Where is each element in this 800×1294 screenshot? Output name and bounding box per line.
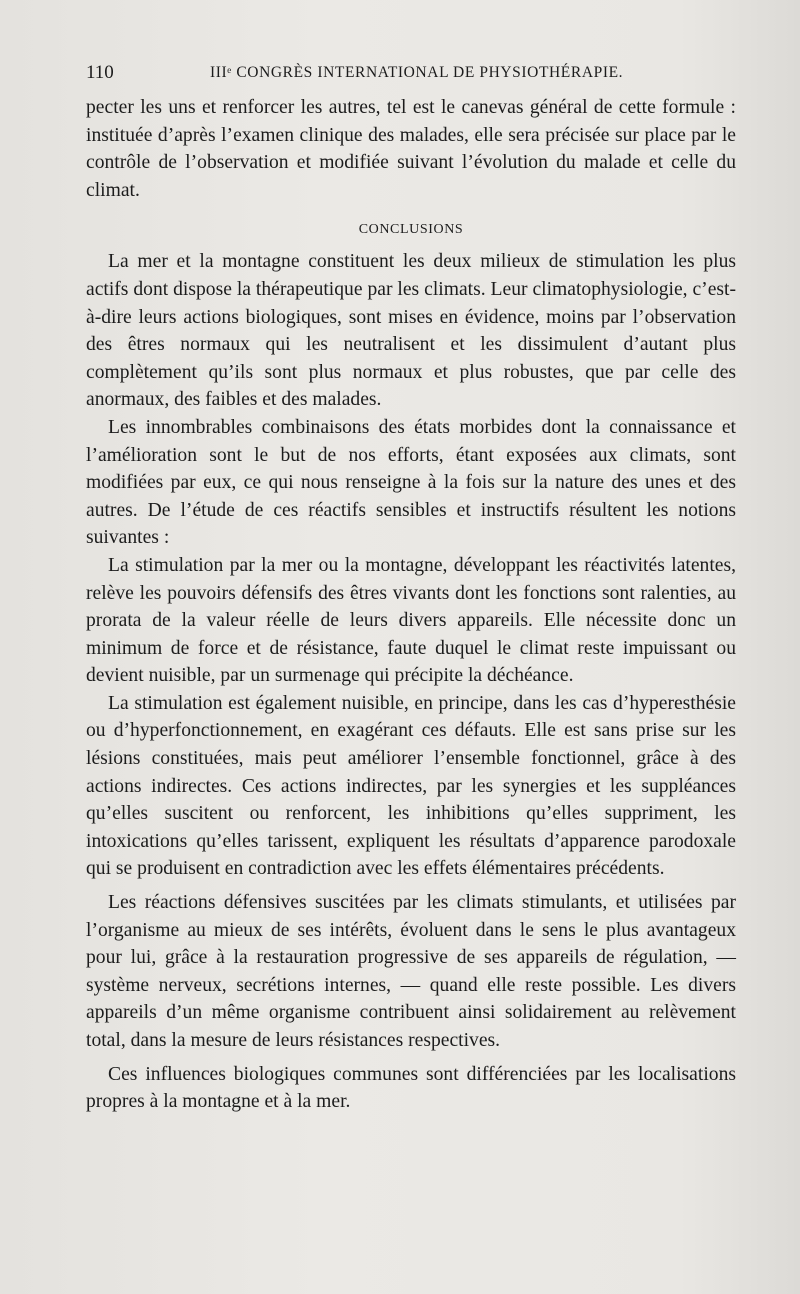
- paragraph: La stimulation par la mer ou la montagne, développant les réactivités latentes, relève les pouvoirs défensifs des êtres vivants dont les fonctions sont ralenties, au prorata de la valeur réelle de leurs divers appareils. Elle nécessite donc un minimum de force et de résistance, faute duquel le climat reste impuissant ou devient nuisible, par un surmenage qui précipite la déchéance.: [86, 554, 736, 687]
- paragraph-continued: pecter les uns et renforcer les autres, tel est le canevas général de cette formule : instituée d’après l’examen clinique des malades, elle sera précisée sur place par le contrôle de l’observation et modifiée suivant l’évolution du malade et celle du climat.: [86, 97, 736, 201]
- paragraph: Ces influences biologiques communes sont différenciées par les localisations propres à la montagne et à la mer.: [86, 1063, 736, 1113]
- section-title: CONCLUSIONS: [358, 222, 464, 238]
- paragraph: La mer et la montagne constituent les deux milieux de stimulation les plus actifs dont dispose la thérapeutique par les climats. Leur climatophysiologie, c’est-à-dire leurs actions biologiques, sont mises en évidence, moins par l’observation des êtres normaux qui les neutralisent et les dissimulent d’autant plus complètement qu’ils sont plus normaux et plus robustes, que par celle des anormaux, des faibles et des malades.: [86, 251, 736, 411]
- paragraph: Les réactions défensives suscitées par les climats stimulants, et utilisées par l’organisme au mieux de ses intérêts, évoluent dans le sens le plus avantageux pour lui, grâce à la restauration progressive de ses appareils de régulation, — système nerveux, secrétions internes, — quand elle reste possible. Les divers appareils d’un même organisme contribuent ainsi solidairement au relèvement total, dans la mesure de leurs résistances respectives.: [86, 892, 736, 1051]
- page-header: [86, 62, 736, 86]
- running-head: IIIᵉ CONGRÈS INTERNATIONAL DE PHYSIOTHÉRAPIE.: [210, 64, 624, 81]
- page-number: 110: [86, 62, 114, 83]
- paragraph: La stimulation est également nuisible, en principe, dans les cas d’hyperesthésie ou d’hyperfonctionnement, en exagérant ces défauts. Elle est sans prise sur les lésions constituées, mais peut améliorer l’ensemble fonctionnel, grâce à des actions indirectes. Ces actions indirectes, par les synergies et les suppléances qu’elles suscitent ou renforcent, les inhibitions qu’elles suppriment, les intoxications qu’elles tarissent, expliquent les résultats d’apparence parodoxale qui se produisent en contradiction avec les effets élémentaires précédents.: [86, 692, 736, 880]
- paragraph: Les innombrables combinaisons des états morbides dont la connaissance et l’amélioration sont le but de nos efforts, étant exposées aux climats, sont modifiées par eux, ce qui nous renseigne à la fois sur la nature des unes et des autres. De l’étude de ces réactifs sensibles et instructifs résultent les notions suivantes :: [86, 416, 736, 549]
- body-text: [86, 94, 736, 1116]
